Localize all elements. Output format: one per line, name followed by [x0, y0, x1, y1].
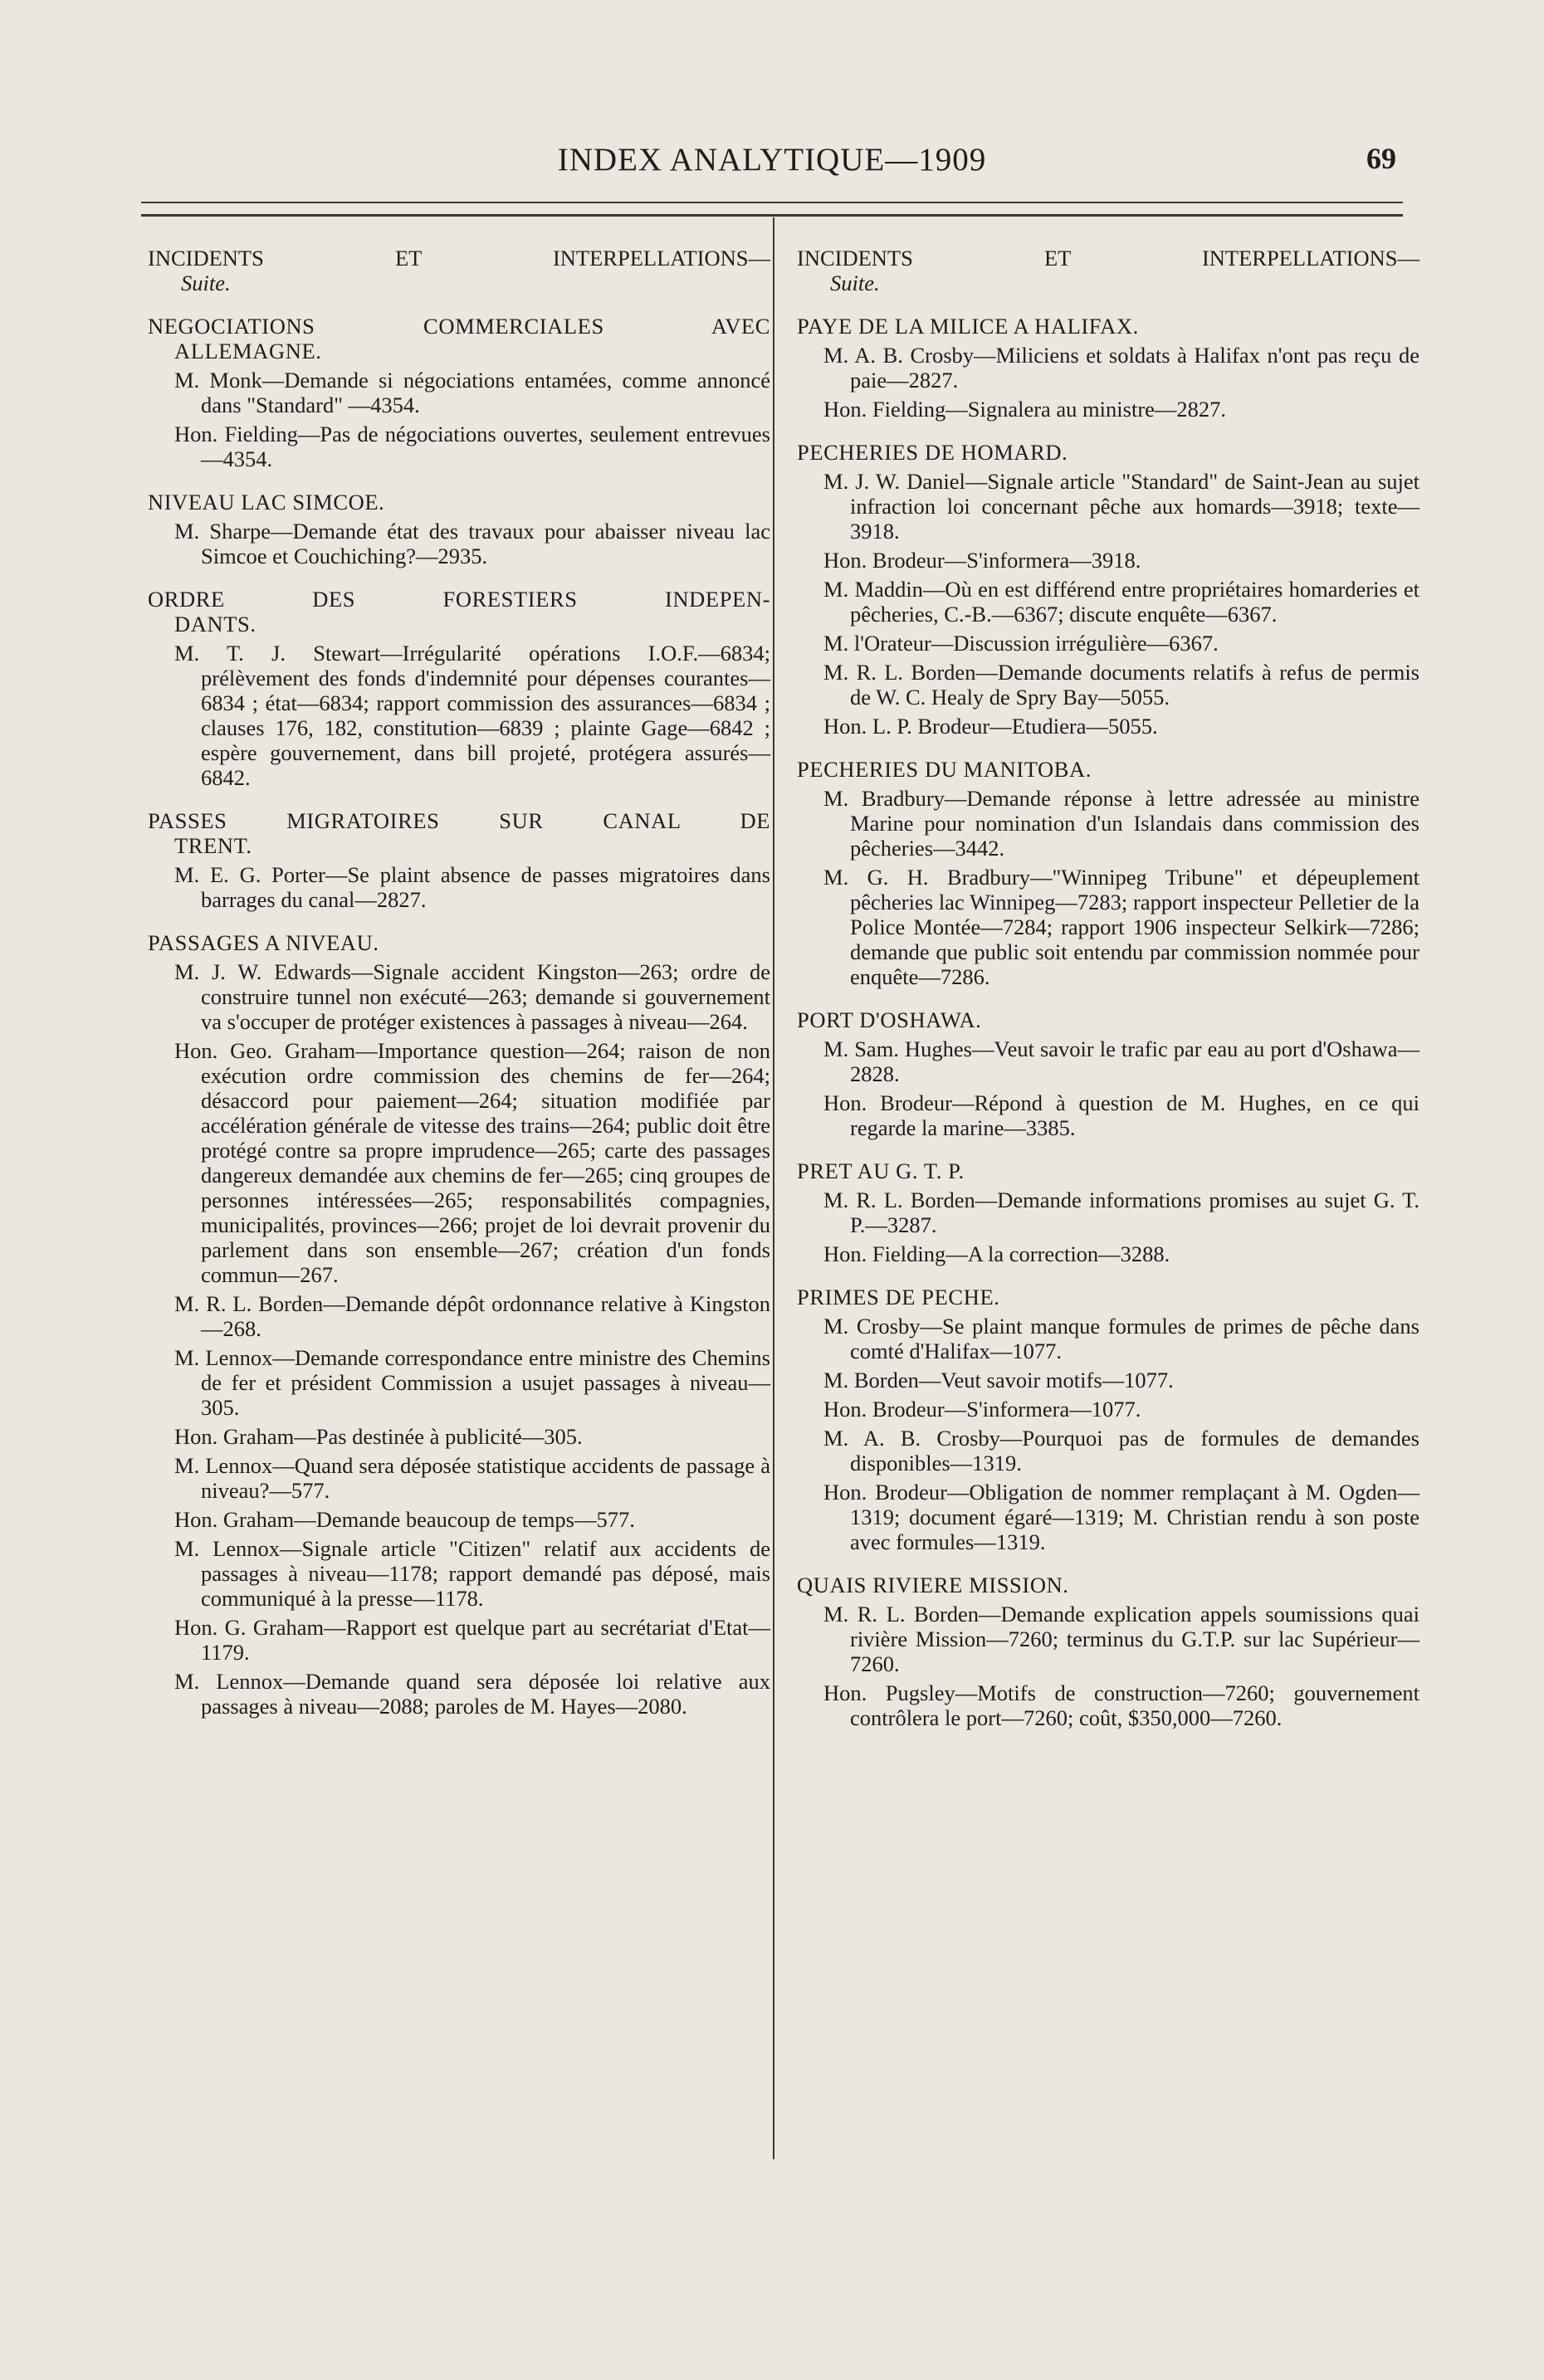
index-section: [148, 930, 770, 1719]
section-title: [148, 314, 770, 363]
index-entry: Hon. Graham—Pas destinée à publicité—305.: [174, 1424, 583, 1449]
index-entry: M. Lennox—Signale article "Citizen" relatif aux accidents de passages à niveau—1178; rapport demandé pas déposé, mais communiqué à la presse—1178.: [174, 1536, 770, 1611]
section-title-line: ORDRE DES FORESTIERS INDEPEN-: [148, 587, 770, 612]
column-heading-text: INCIDENTS ET INTERPELLATIONS—: [148, 246, 770, 271]
section-title: [797, 1158, 1419, 1183]
column-divider: [773, 217, 774, 2159]
section-title-line: PECHERIES DU MANITOBA.: [797, 757, 1092, 782]
section-title-line: ALLEMAGNE.: [174, 339, 322, 363]
index-entry: Hon. Brodeur—Obligation de nommer remplaçant à M. Ogden—1319; document égaré—1319; M. Christian rendu à son poste avec formules—1319.: [823, 1480, 1419, 1554]
section-title-line: DANTS.: [174, 612, 257, 636]
index-entry: M. Sam. Hughes—Veut savoir le trafic par eau au port d'Oshawa—2828.: [823, 1036, 1419, 1086]
index-entry: M. Bradbury—Demande réponse à lettre adressée au ministre Marine pour nomination d'un Islandais dans commission des pêcheries—3442.: [823, 786, 1419, 861]
index-entry: M. Lennox—Demande quand sera déposée loi relative aux passages à niveau—2088; paroles de M. Hayes—2080.: [174, 1669, 770, 1719]
header-rule-top: [141, 202, 1403, 203]
section-title: [148, 930, 770, 955]
index-entry: M. Borden—Veut savoir motifs—1077.: [823, 1368, 1174, 1392]
page-header: [141, 141, 1403, 191]
index-section: [797, 1007, 1419, 1140]
index-section: [148, 808, 770, 912]
page-number: 69: [1366, 142, 1396, 175]
index-entry: Hon. L. P. Brodeur—Etudiera—5055.: [823, 714, 1158, 739]
left-column: [148, 246, 770, 1719]
section-title-line: NIVEAU LAC SIMCOE.: [148, 490, 385, 515]
index-entry: Hon. Fielding—Signalera au ministre—2827.: [823, 397, 1227, 422]
index-entry: Hon. Geo. Graham—Importance question—264; raison de non exécution ordre commission des chemins de fer—264; désaccord pour paiement—264; situation modifiée par accélération générale de vitesse des trains—264; public doit être protégé contre sa propre imprudence—265; carte des passages dangereux demandée aux chemins de fer—265; cinq groupes de personnes intéressées—265; responsabilités compagnies, municipalités, provinces—266; projet de loi devrait provenir du parlement dans son ensemble—267; création d'un fonds commun—267.: [174, 1038, 770, 1287]
right-sections: [797, 314, 1419, 1730]
index-entry: M. R. L. Borden—Demande explication appels soumissions quai rivière Mission—7260; terminus du G.T.P. sur lac Supérieur—7260.: [823, 1602, 1419, 1676]
section-title-line: PECHERIES DE HOMARD.: [797, 440, 1068, 465]
index-section: [148, 314, 770, 471]
section-title-line: TRENT.: [174, 833, 252, 858]
column-heading-suite: Suite.: [181, 271, 231, 295]
index-entry: Hon. Graham—Demande beaucoup de temps—577.: [174, 1507, 635, 1532]
right-column-heading: [797, 246, 1419, 295]
index-section: [797, 757, 1419, 989]
index-section: [148, 587, 770, 790]
index-section: [797, 1285, 1419, 1554]
index-entry: M. E. G. Porter—Se plaint absence de passes migratoires dans barrages du canal—2827.: [174, 862, 770, 912]
index-entry: M. l'Orateur—Discussion irrégulière—6367.: [823, 631, 1219, 656]
index-section: [148, 490, 770, 568]
right-column: [797, 246, 1419, 1730]
header-rule-bottom: [141, 214, 1403, 217]
left-column-heading: [148, 246, 770, 295]
index-entry: M. R. L. Borden—Demande informations promises au sujet G. T. P.—3287.: [823, 1188, 1419, 1237]
section-title-line: NEGOCIATIONS COMMERCIALES AVEC: [148, 314, 770, 339]
section-title-line: QUAIS RIVIERE MISSION.: [797, 1573, 1069, 1597]
section-title: [148, 808, 770, 858]
index-entry: Hon. Brodeur—Répond à question de M. Hughes, en ce qui regarde la marine—3385.: [823, 1090, 1419, 1140]
index-entry: Hon. Fielding—Pas de négociations ouvertes, seulement entrevues—4354.: [174, 422, 770, 471]
section-title: [148, 587, 770, 636]
index-entry: M. Crosby—Se plaint manque formules de primes de pêche dans comté d'Halifax—1077.: [823, 1314, 1419, 1363]
index-section: [797, 1158, 1419, 1266]
section-title: [797, 757, 1419, 782]
section-title: [797, 314, 1419, 339]
index-entry: M. J. W. Edwards—Signale accident Kingston—263; ordre de construire tunnel non exécuté—263; demande si gouvernement va s'occuper de protéger existences à passages à niveau—264.: [174, 959, 770, 1034]
index-entry: Hon. Brodeur—S'informera—3918.: [823, 548, 1141, 573]
index-entry: M. R. L. Borden—Demande documents relatifs à refus de permis de W. C. Healy de Spry Bay—5055.: [823, 660, 1419, 710]
index-entry: Hon. Brodeur—S'informera—1077.: [823, 1397, 1141, 1422]
index-entry: M. G. H. Bradbury—"Winnipeg Tribune" et dépeuplement pêcheries lac Winnipeg—7283; rapport inspecteur Pelletier de la Police Montée—7284; rapport 1906 inspecteur Selkirk—7286; demande que public soit entendu par commission nommée pour enquête—7286.: [823, 865, 1419, 989]
section-title: [797, 1285, 1419, 1309]
section-title: [797, 1573, 1419, 1597]
index-entry: Hon. G. Graham—Rapport est quelque part au secrétariat d'Etat—1179.: [174, 1615, 770, 1665]
running-title: INDEX ANALYTIQUE—1909: [557, 142, 987, 178]
column-heading-suite: Suite.: [830, 271, 880, 295]
index-entry: M. Maddin—Où en est différend entre propriétaires homarderies et pêcheries, C.-B.—6367; discute enquête—6367.: [823, 577, 1419, 627]
section-title-line: PRIMES DE PECHE.: [797, 1285, 1000, 1309]
section-title-line: PORT D'OSHAWA.: [797, 1007, 982, 1032]
index-section: [797, 440, 1419, 739]
index-entry: M. Lennox—Demande correspondance entre ministre des Chemins de fer et président Commission a usujet passages à niveau—305.: [174, 1345, 770, 1420]
index-section: [797, 314, 1419, 422]
section-title-line: PASSES MIGRATOIRES SUR CANAL DE: [148, 808, 770, 833]
section-title-line: PRET AU G. T. P.: [797, 1158, 965, 1183]
index-entry: Hon. Fielding—A la correction—3288.: [823, 1241, 1170, 1266]
section-title: [797, 440, 1419, 465]
section-title-line: PAYE DE LA MILICE A HALIFAX.: [797, 314, 1139, 339]
index-entry: M. Sharpe—Demande état des travaux pour abaisser niveau lac Simcoe et Couchiching?—2935.: [174, 519, 770, 568]
left-sections: [148, 314, 770, 1719]
column-heading-text: INCIDENTS ET INTERPELLATIONS—: [797, 246, 1419, 271]
index-entry: M. A. B. Crosby—Pourquoi pas de formules de demandes disponibles—1319.: [823, 1426, 1419, 1475]
index-entry: M. Monk—Demande si négociations entamées, comme annoncé dans "Standard" —4354.: [174, 368, 770, 417]
section-title-line: PASSAGES A NIVEAU.: [148, 930, 379, 955]
section-title: [148, 490, 770, 515]
index-entry: M. J. W. Daniel—Signale article "Standard" de Saint-Jean au sujet infraction loi concernant pêche aux homards—3918; texte—3918.: [823, 469, 1419, 544]
index-entry: M. Lennox—Quand sera déposée statistique accidents de passage à niveau?—577.: [174, 1453, 770, 1503]
index-section: [797, 1573, 1419, 1730]
section-title: [797, 1007, 1419, 1032]
index-entry: M. R. L. Borden—Demande dépôt ordonnance relative à Kingston—268.: [174, 1291, 770, 1341]
index-entry: M. A. B. Crosby—Miliciens et soldats à Halifax n'ont pas reçu de paie—2827.: [823, 343, 1419, 393]
index-entry: M. T. J. Stewart—Irrégularité opérations I.O.F.—6834; prélèvement des fonds d'indemnité pour dépenses courantes—6834 ; état—6834; rapport commission des assurances—6834 ; clauses 176, 182, constitution—6839 ; plainte Gage—6842 ; espère gouvernement, dans bill projeté, protégera assurés—6842.: [174, 641, 770, 790]
index-entry: Hon. Pugsley—Motifs de construction—7260; gouvernement contrôlera le port—7260; coût, $350,000—7260.: [823, 1680, 1419, 1730]
